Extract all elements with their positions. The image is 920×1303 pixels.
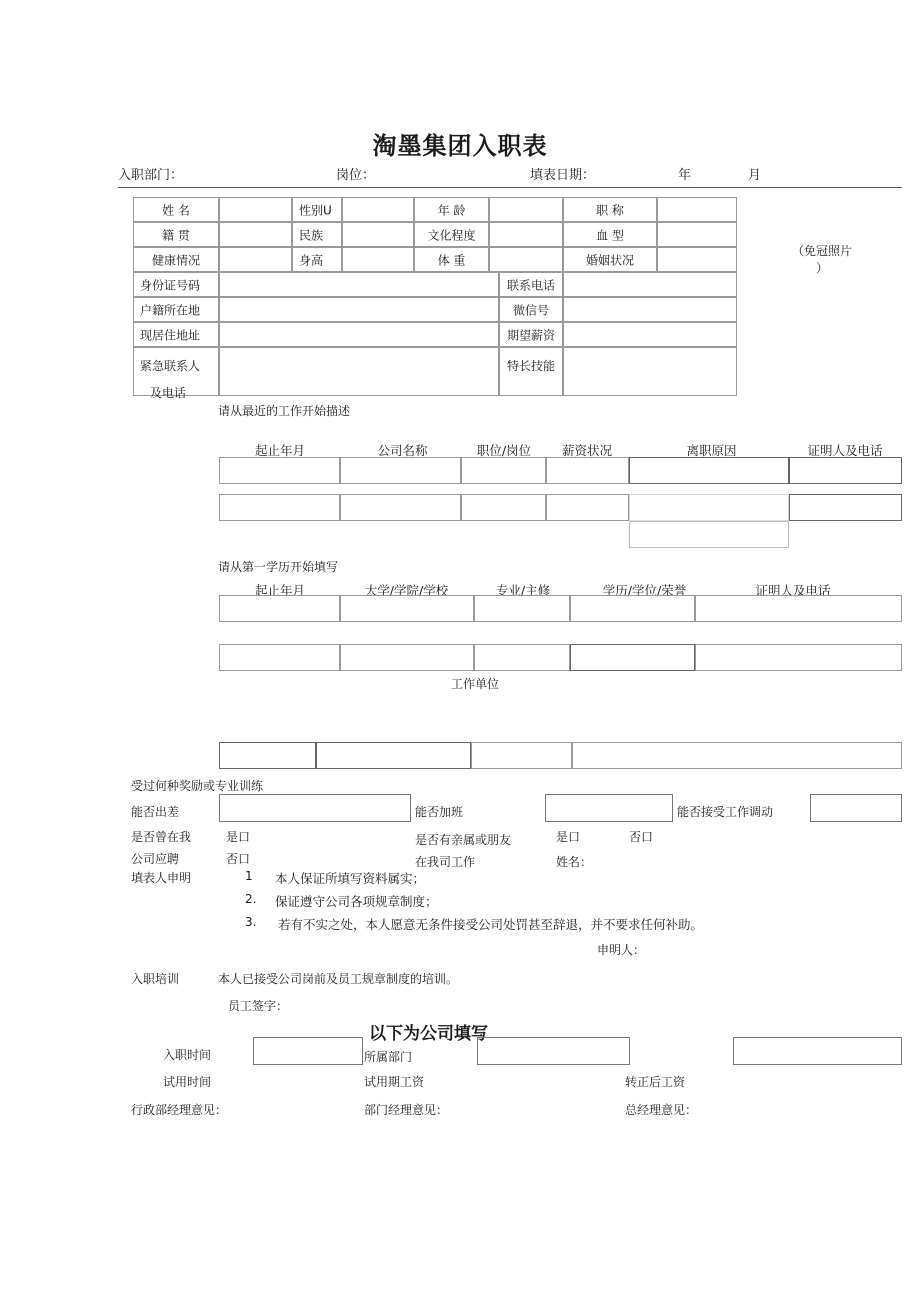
edu-col-degree: 学历/学位/荣誉 [602,583,687,598]
education-instruction: 请从第一学历开始填写 [218,560,339,574]
page-title: 淘墨集团入职表 [372,132,548,160]
month-label: 月 [748,168,762,183]
cell-marital-label [563,247,657,272]
declaration-label: 填表人申明 [131,871,192,885]
label-address: 现居住地址 [140,328,201,342]
cell-emergency-value[interactable] [219,347,499,396]
cell-weight-value[interactable] [489,247,563,272]
relative-name-label: 姓名： [556,855,593,869]
declaration-item-3-num: 3. [245,915,257,929]
work-col-reason: 离职原因 [686,443,737,458]
regular-salary-label: 转正后工资 [625,1075,686,1089]
declaration-item-3-text: 若有不实之处，本人愿意无条件接受公司处罚甚至辞退，并不要求任何补助。 [278,917,704,932]
awards-training-label: 受过何种奖励或专业训练 [131,779,264,793]
declaration-signer-label: 申明人： [597,943,646,957]
work-row2-company[interactable] [340,494,461,521]
photo-placeholder-note [757,243,887,277]
work-row2-reason[interactable] [629,494,789,521]
cell-bloodtype-value[interactable] [657,222,737,247]
label-blood-type: 血 型 [596,228,624,242]
cell-wechat-label [499,297,563,322]
cell-health-value[interactable] [219,247,292,272]
edu-col-referee: 证明人及电话 [755,583,831,598]
work-row1-company[interactable] [340,457,461,484]
declaration-item-2-text: 保证遵守公司各项规章制度； [275,894,438,909]
misc-cell-3[interactable] [471,742,572,769]
work-row1-salary[interactable] [546,457,629,484]
travel-input[interactable] [219,794,411,822]
entry-department-label: 入职部门： [118,168,184,183]
label-education-level: 文化程度 [427,228,476,242]
misc-cell-1[interactable] [219,742,316,769]
cell-title-label [563,197,657,222]
label-gender: 性别U [299,203,332,217]
label-age: 年 龄 [437,203,466,217]
entry-time-input[interactable] [253,1037,363,1065]
cell-gender-label [292,197,342,222]
declaration-item-2-num: 2. [245,892,257,906]
cell-weight-label [414,247,489,272]
cell-health-label [133,247,219,272]
work-row2-referee[interactable] [789,494,902,521]
work-col-position: 职位/岗位 [476,443,532,458]
cell-bloodtype-label [563,222,657,247]
label-id-number: 身份证号码 [140,278,201,292]
probation-salary-label: 试用期工资 [364,1075,425,1089]
employee-signature-label: 员工签字： [228,999,289,1013]
photo-note-line1: （免冠照片 [791,244,852,258]
label-expected-salary: 期望薪资 [506,328,555,342]
edu-row1-major[interactable] [474,595,570,622]
applied-before-no-checkbox[interactable]: 否口 [226,852,251,866]
transfer-input[interactable] [810,794,902,822]
edu-row2-referee[interactable] [695,644,902,671]
misc-cell-2[interactable] [316,742,471,769]
cell-education-level-value[interactable] [489,222,563,247]
misc-cell-4[interactable] [572,742,902,769]
applied-before-label-line2: 公司应聘 [131,852,180,866]
cell-skill-value[interactable] [563,347,737,396]
cell-nativeplace-label [133,222,219,247]
label-special-skill: 特长技能 [506,359,555,373]
department-input[interactable] [477,1037,630,1065]
dept-manager-opinion-label: 部门经理意见： [364,1103,449,1117]
form-header-row [118,163,902,188]
edu-row1-school[interactable] [340,595,474,622]
cell-ethnicity-value[interactable] [342,222,414,247]
work-col-referee: 证明人及电话 [807,443,883,458]
label-native-place: 籍 贯 [162,228,190,242]
photo-note-line2: ） [815,261,828,275]
label-emergency-contact-line2: 及电话 [150,386,187,400]
relative-label-line1: 是否有亲属或朋友 [415,833,512,847]
cell-height-label [292,247,342,272]
regular-salary-input[interactable] [733,1037,902,1065]
work-row1-position[interactable] [461,457,546,484]
cell-hukou-value[interactable] [219,297,499,322]
label-hukou: 户籍所在地 [140,303,201,317]
work-row3-reason[interactable] [629,521,789,548]
cell-education-level-label [414,222,489,247]
cell-ethnicity-label [292,222,342,247]
applied-before-label-line1: 是否曾在我 [131,830,192,844]
relative-yes-checkbox[interactable]: 是口 [556,830,581,844]
work-row1-period[interactable] [219,457,340,484]
edu-row2-school[interactable] [340,644,474,671]
label-name: 姓 名 [162,203,190,217]
edu-row2-period[interactable] [219,644,340,671]
cell-height-value[interactable] [342,247,414,272]
transfer-label: 能否接受工作调动 [677,805,774,819]
declaration-item-1-text: 本人保证所填写资料属实； [275,871,426,886]
work-instruction: 请从最近的工作开始描述 [218,404,351,418]
cell-name-label [133,197,219,222]
cell-title-value[interactable] [657,197,737,222]
cell-marital-value[interactable] [657,247,737,272]
cell-name-value[interactable] [219,197,292,222]
edu-col-major: 专业/主修 [495,583,551,598]
work-unit-label: 工作单位 [451,677,500,691]
year-label: 年 [678,168,692,183]
fill-date-label: 填表日期： [530,168,596,183]
label-contact-phone: 联系电话 [506,278,555,292]
admin-manager-opinion-label: 行政部经理意见： [131,1103,228,1117]
travel-label: 能否出差 [131,805,180,819]
work-row2-salary[interactable] [546,494,629,521]
general-manager-opinion-label: 总经理意见： [625,1103,698,1117]
cell-age-label [414,197,489,222]
cell-expected-salary-label [499,322,563,347]
work-col-salary: 薪资状况 [561,443,612,458]
overtime-label: 能否加班 [415,805,464,819]
overtime-input[interactable] [545,794,673,822]
entry-time-label: 入职时间 [163,1048,212,1062]
relative-label-line2: 在我司工作 [415,855,476,869]
department-label: 所属部门 [364,1050,413,1064]
cell-gender-value[interactable] [342,197,414,222]
edu-row1-referee[interactable] [695,595,902,622]
probation-time-label: 试用时间 [163,1075,212,1089]
cell-address-value[interactable] [219,322,499,347]
cell-nativeplace-value[interactable] [219,222,292,247]
cell-idnumber-value[interactable] [219,272,499,297]
label-wechat: 微信号 [512,303,549,317]
edu-row1-degree[interactable] [570,595,695,622]
work-col-period: 起止年月 [254,443,305,458]
edu-col-period: 起止年月 [254,583,305,598]
cell-emergency-label [133,347,219,400]
label-ethnicity: 民族 [299,228,324,242]
cell-phone-value[interactable] [563,272,737,297]
cell-address-label [133,322,219,347]
cell-age-value[interactable] [489,197,563,222]
work-row2-period[interactable] [219,494,340,521]
work-row2-position[interactable] [461,494,546,521]
applied-before-yes-checkbox[interactable]: 是口 [226,830,251,844]
cell-skill-label [499,347,563,396]
cell-expected-salary-value[interactable] [563,322,737,347]
position-label: 岗位： [336,168,376,183]
edu-row1-period[interactable] [219,595,340,622]
cell-idnumber-label [133,272,219,297]
label-health: 健康情况 [151,253,200,267]
relative-no-checkbox[interactable]: 否口 [629,830,654,844]
cell-phone-label [499,272,563,297]
cell-wechat-value[interactable] [563,297,737,322]
edu-row2-major[interactable] [474,644,570,671]
onboarding-training-label: 入职培训 [131,972,180,986]
edu-row2-degree[interactable] [570,644,695,671]
label-height: 身高 [299,253,324,267]
work-row1-referee[interactable] [789,457,902,484]
work-col-company: 公司名称 [377,443,428,458]
label-weight: 体 重 [437,253,466,267]
declaration-item-1-num: 1 [245,869,253,883]
onboarding-training-text: 本人已接受公司岗前及员工规章制度的培训。 [218,972,459,986]
edu-col-school: 大学/学院/学校 [364,583,449,598]
label-marital-status: 婚姻状况 [585,253,634,267]
label-job-title: 职 称 [596,203,624,217]
label-emergency-contact-line1: 紧急联系人 [140,359,201,373]
company-section-title: 以下为公司填写 [369,1024,488,1044]
cell-hukou-label [133,297,219,322]
work-row1-reason[interactable] [629,457,789,484]
